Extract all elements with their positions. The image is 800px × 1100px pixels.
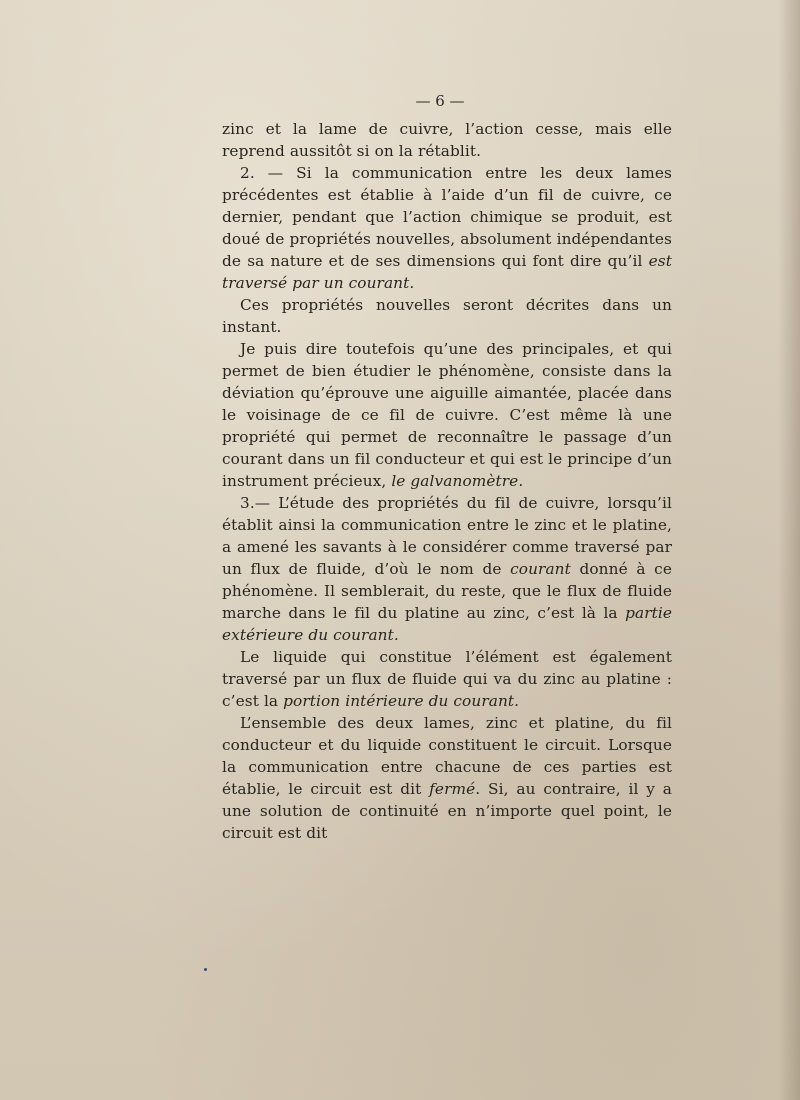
italic-text: le galvanomètre. xyxy=(391,472,524,490)
body-text xyxy=(222,118,672,844)
page-number: — 6 — xyxy=(415,92,465,110)
ink-speck xyxy=(204,968,207,971)
italic-text: courant xyxy=(510,560,571,578)
text-run: . Si, au contraire, il y a une solution de continuité en n’importe quel point, le circuit est dit xyxy=(222,780,673,842)
text-run: zinc et la lame de cuivre, l’action cesse, mais elle reprend aussitôt si on la rétablit. xyxy=(222,120,672,160)
text-run: Le liquide qui constitue l’élément est également traversé par un flux de fluide qui va du zinc au platine : c’est la xyxy=(222,648,672,710)
text-run: Ces propriétés nouvelles seront décrites dans un instant. xyxy=(222,296,672,336)
paragraph xyxy=(222,294,672,338)
paragraph xyxy=(222,162,672,294)
italic-text: partie extérieure du courant. xyxy=(222,604,672,644)
text-run: L’ensemble des deux lames, zinc et platine, du fil conducteur et du liquide constituent le circuit. Lorsque la communication entre chacune de ces parties est établie, le circuit est dit xyxy=(222,714,672,798)
paragraph xyxy=(222,118,672,162)
text-run: Je puis dire toutefois qu’une des principales, et qui permet de bien étudier le phénomène, consiste dans la déviation qu’éprouve une aiguille aimantée, placée dans le voisinage de ce fil de cuivre. C’est même là une propriété qui permet de reconnaître le passage d’un courant dans un fil conducteur et qui est le principe d’un instrument précieux, xyxy=(222,340,672,490)
text-run: 2. — Si la communication entre les deux lames précédentes est établie à l’aide d’un fil de cuivre, ce dernier, pendant que l’action chimique se produit, est doué de propriétés nouvelles, absolument indépendantes de sa nature et de ses dimensions qui font dire qu’il xyxy=(222,164,672,270)
italic-text: portion intérieure du courant. xyxy=(283,692,520,710)
paragraph xyxy=(222,712,672,844)
italic-text: est traversé par un courant. xyxy=(222,252,672,292)
paragraph xyxy=(222,646,672,712)
text-run: 3.— L’étude des propriétés du fil de cuivre, lorsqu’il établit ainsi la communication entre le zinc et le platine, a amené les savants à le considérer comme traversé par un flux de fluide, d’où le nom de xyxy=(222,494,672,578)
text-run: donné à ce phénomène. Il semblerait, du reste, que le flux de fluide marche dans le fil du platine au zinc, c’est là la xyxy=(222,560,672,622)
paragraph xyxy=(222,492,672,646)
page-edge-shadow xyxy=(778,0,800,1100)
paragraph xyxy=(222,338,672,492)
italic-text: fermé xyxy=(429,780,476,798)
